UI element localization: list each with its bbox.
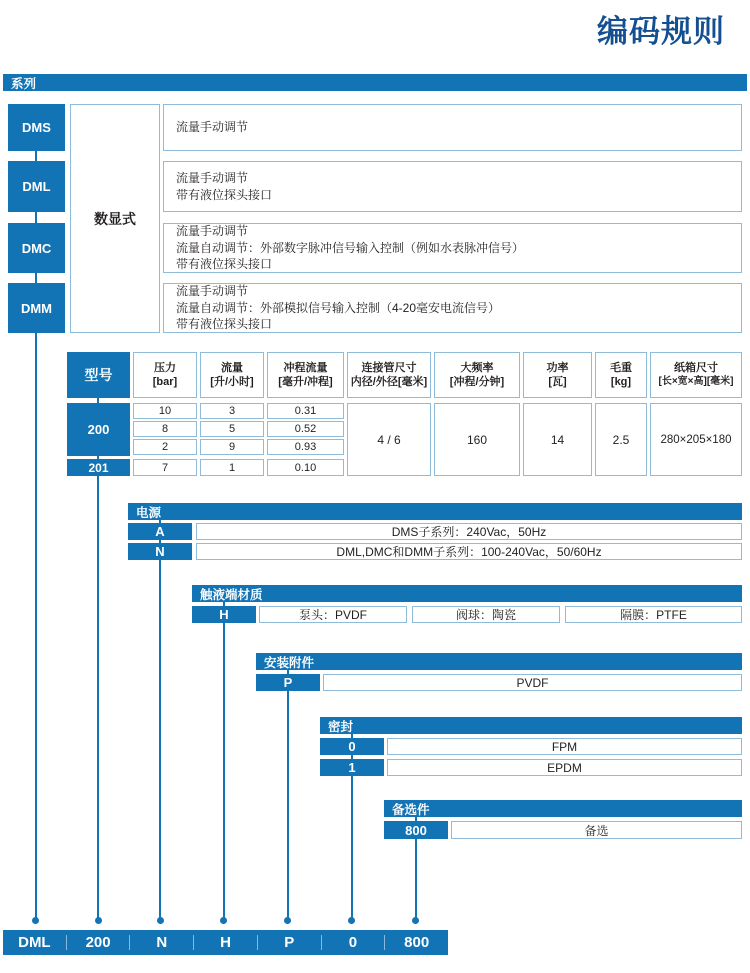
header-line: 毛重 bbox=[610, 362, 632, 374]
page-title: 编码规则 bbox=[597, 14, 725, 49]
connector-dot bbox=[284, 917, 291, 924]
model-table-header-carton bbox=[650, 352, 742, 398]
connector-dot bbox=[157, 917, 164, 924]
desc-line: 流量手动调节 bbox=[176, 171, 249, 185]
connector-line-power bbox=[159, 510, 161, 923]
code-bar bbox=[3, 930, 448, 955]
optional-value: 备选 bbox=[451, 821, 742, 839]
table-cell-carton: 280×205×180 bbox=[650, 403, 742, 476]
table-cell: 2 bbox=[133, 439, 197, 455]
optional-header-bar bbox=[384, 800, 742, 817]
table-cell: 8 bbox=[133, 421, 197, 437]
optional-code: 800 bbox=[384, 821, 448, 839]
code-segment-optional: 800 bbox=[404, 934, 430, 951]
header-line: [升/小时] bbox=[210, 376, 254, 388]
seal-value-epdm: EPDM bbox=[387, 759, 742, 776]
model-table-header-flow bbox=[200, 352, 264, 398]
code-segment-wetted: H bbox=[220, 934, 231, 951]
power-header-label: 电源 bbox=[136, 505, 162, 520]
series-desc-dmm bbox=[163, 283, 742, 333]
series-code-dmc: DMC bbox=[8, 223, 65, 273]
header-line: 压力 bbox=[154, 362, 176, 374]
power-code-n: N bbox=[128, 543, 192, 560]
code-segment-mounting: P bbox=[284, 934, 295, 951]
wetted-value-diaphragm: 隔膜：PTFE bbox=[565, 606, 742, 623]
model-table-header-power bbox=[523, 352, 592, 398]
connector-line-wetted bbox=[223, 593, 225, 923]
header-line: 内径/外径[毫米] bbox=[350, 376, 428, 388]
table-cell-weight: 2.5 bbox=[595, 403, 647, 476]
seal-header-bar bbox=[320, 717, 742, 734]
seal-header-label: 密封 bbox=[328, 719, 354, 734]
wetted-header-bar bbox=[192, 585, 742, 602]
table-cell: 1 bbox=[200, 459, 264, 476]
desc-line: 带有液位探头接口 bbox=[176, 257, 273, 272]
mounting-value: PVDF bbox=[323, 674, 742, 691]
desc-line: 流量自动调节：外部数字脉冲信号输入控制（例如水表脉冲信号） bbox=[176, 240, 525, 255]
model-code-201: 201 bbox=[67, 459, 130, 476]
model-table-header-pipe bbox=[347, 352, 431, 398]
power-code-a: A bbox=[128, 523, 192, 540]
header-line: 功率 bbox=[546, 362, 569, 374]
table-cell-frequency: 160 bbox=[434, 403, 520, 476]
connector-dot bbox=[412, 917, 419, 924]
model-code-200: 200 bbox=[67, 403, 130, 456]
power-header-bar bbox=[128, 503, 742, 520]
header-line: 大频率 bbox=[460, 362, 494, 374]
code-segment-power: N bbox=[156, 934, 168, 951]
table-cell: 0.31 bbox=[267, 403, 344, 419]
desc-line: 流量手动调节 bbox=[176, 284, 249, 299]
table-cell: 10 bbox=[133, 403, 197, 419]
table-cell: 0.10 bbox=[267, 459, 344, 476]
table-cell: 0.52 bbox=[267, 421, 344, 437]
desc-line: 带有液位探头接口 bbox=[176, 317, 273, 332]
code-segment-series: DML bbox=[18, 934, 51, 951]
desc-line: 流量自动调节：外部模拟信号输入控制（4-20毫安电流信号） bbox=[176, 300, 501, 315]
header-line: [冲程/分钟] bbox=[449, 376, 505, 388]
model-table-header-model: 型号 bbox=[67, 352, 130, 398]
table-cell-pipe: 4 / 6 bbox=[347, 403, 431, 476]
table-cell-power: 14 bbox=[523, 403, 592, 476]
connector-dot bbox=[220, 917, 227, 924]
header-line: 冲程流量 bbox=[283, 362, 328, 374]
wetted-header-label: 触液端材质 bbox=[200, 587, 263, 602]
wetted-value-pumphead: 泵头：PVDF bbox=[259, 606, 407, 623]
header-line: [毫升/冲程] bbox=[278, 376, 333, 388]
code-segment-seal: 0 bbox=[348, 934, 358, 951]
header-line: [长×宽×高][毫米] bbox=[658, 376, 734, 387]
header-line: [瓦] bbox=[548, 376, 567, 388]
connector-line-model bbox=[97, 375, 99, 923]
header-line: 流量 bbox=[221, 362, 243, 374]
series-type-box: 数显式 bbox=[70, 104, 160, 333]
connector-dot bbox=[95, 917, 102, 924]
header-line: 连接管尺寸 bbox=[361, 362, 417, 374]
table-cell: 0.93 bbox=[267, 439, 344, 455]
wetted-value-ball: 阀球：陶瓷 bbox=[412, 606, 560, 623]
table-cell: 3 bbox=[200, 403, 264, 419]
desc-line: 带有液位探头接口 bbox=[176, 187, 273, 202]
connector-line-mounting bbox=[287, 660, 289, 923]
model-table-header-stroke bbox=[267, 352, 344, 398]
header-line: [kg] bbox=[610, 376, 632, 388]
model-table-header-weight bbox=[595, 352, 647, 398]
mounting-header-label: 安装附件 bbox=[264, 655, 315, 670]
power-desc-a: DMS子系列：240Vac，50Hz bbox=[196, 523, 742, 540]
seal-code-0: 0 bbox=[320, 738, 384, 755]
optional-header-label: 备选件 bbox=[392, 802, 430, 817]
table-cell: 7 bbox=[133, 459, 197, 476]
wetted-code: H bbox=[192, 606, 256, 623]
series-desc-dms bbox=[163, 104, 742, 151]
model-table-header-frequency bbox=[434, 352, 520, 398]
series-header-bar bbox=[3, 74, 747, 91]
connector-dot bbox=[348, 917, 355, 924]
table-cell: 9 bbox=[200, 439, 264, 455]
connector-dot bbox=[32, 917, 39, 924]
header-line: [bar] bbox=[152, 376, 178, 388]
series-header-label: 系列 bbox=[11, 76, 37, 91]
seal-code-1: 1 bbox=[320, 759, 384, 776]
desc-line: 流量手动调节 bbox=[176, 120, 249, 135]
model-table-header-pressure bbox=[133, 352, 197, 398]
mounting-code: P bbox=[256, 674, 320, 691]
mounting-header-bar bbox=[256, 653, 742, 670]
power-desc-n: DML,DMC和DMM子系列：100-240Vac，50/60Hz bbox=[196, 543, 742, 560]
desc-line: 流量手动调节 bbox=[176, 224, 249, 239]
seal-value-fpm: FPM bbox=[387, 738, 742, 755]
series-code-dml: DML bbox=[8, 161, 65, 212]
series-desc-dml bbox=[163, 161, 742, 212]
series-desc-dmc bbox=[163, 223, 742, 273]
series-code-dmm: DMM bbox=[8, 283, 65, 333]
series-code-dms: DMS bbox=[8, 104, 65, 151]
code-segment-model: 200 bbox=[85, 934, 111, 951]
header-line: 纸箱尺寸 bbox=[674, 362, 718, 374]
table-cell: 5 bbox=[200, 421, 264, 437]
